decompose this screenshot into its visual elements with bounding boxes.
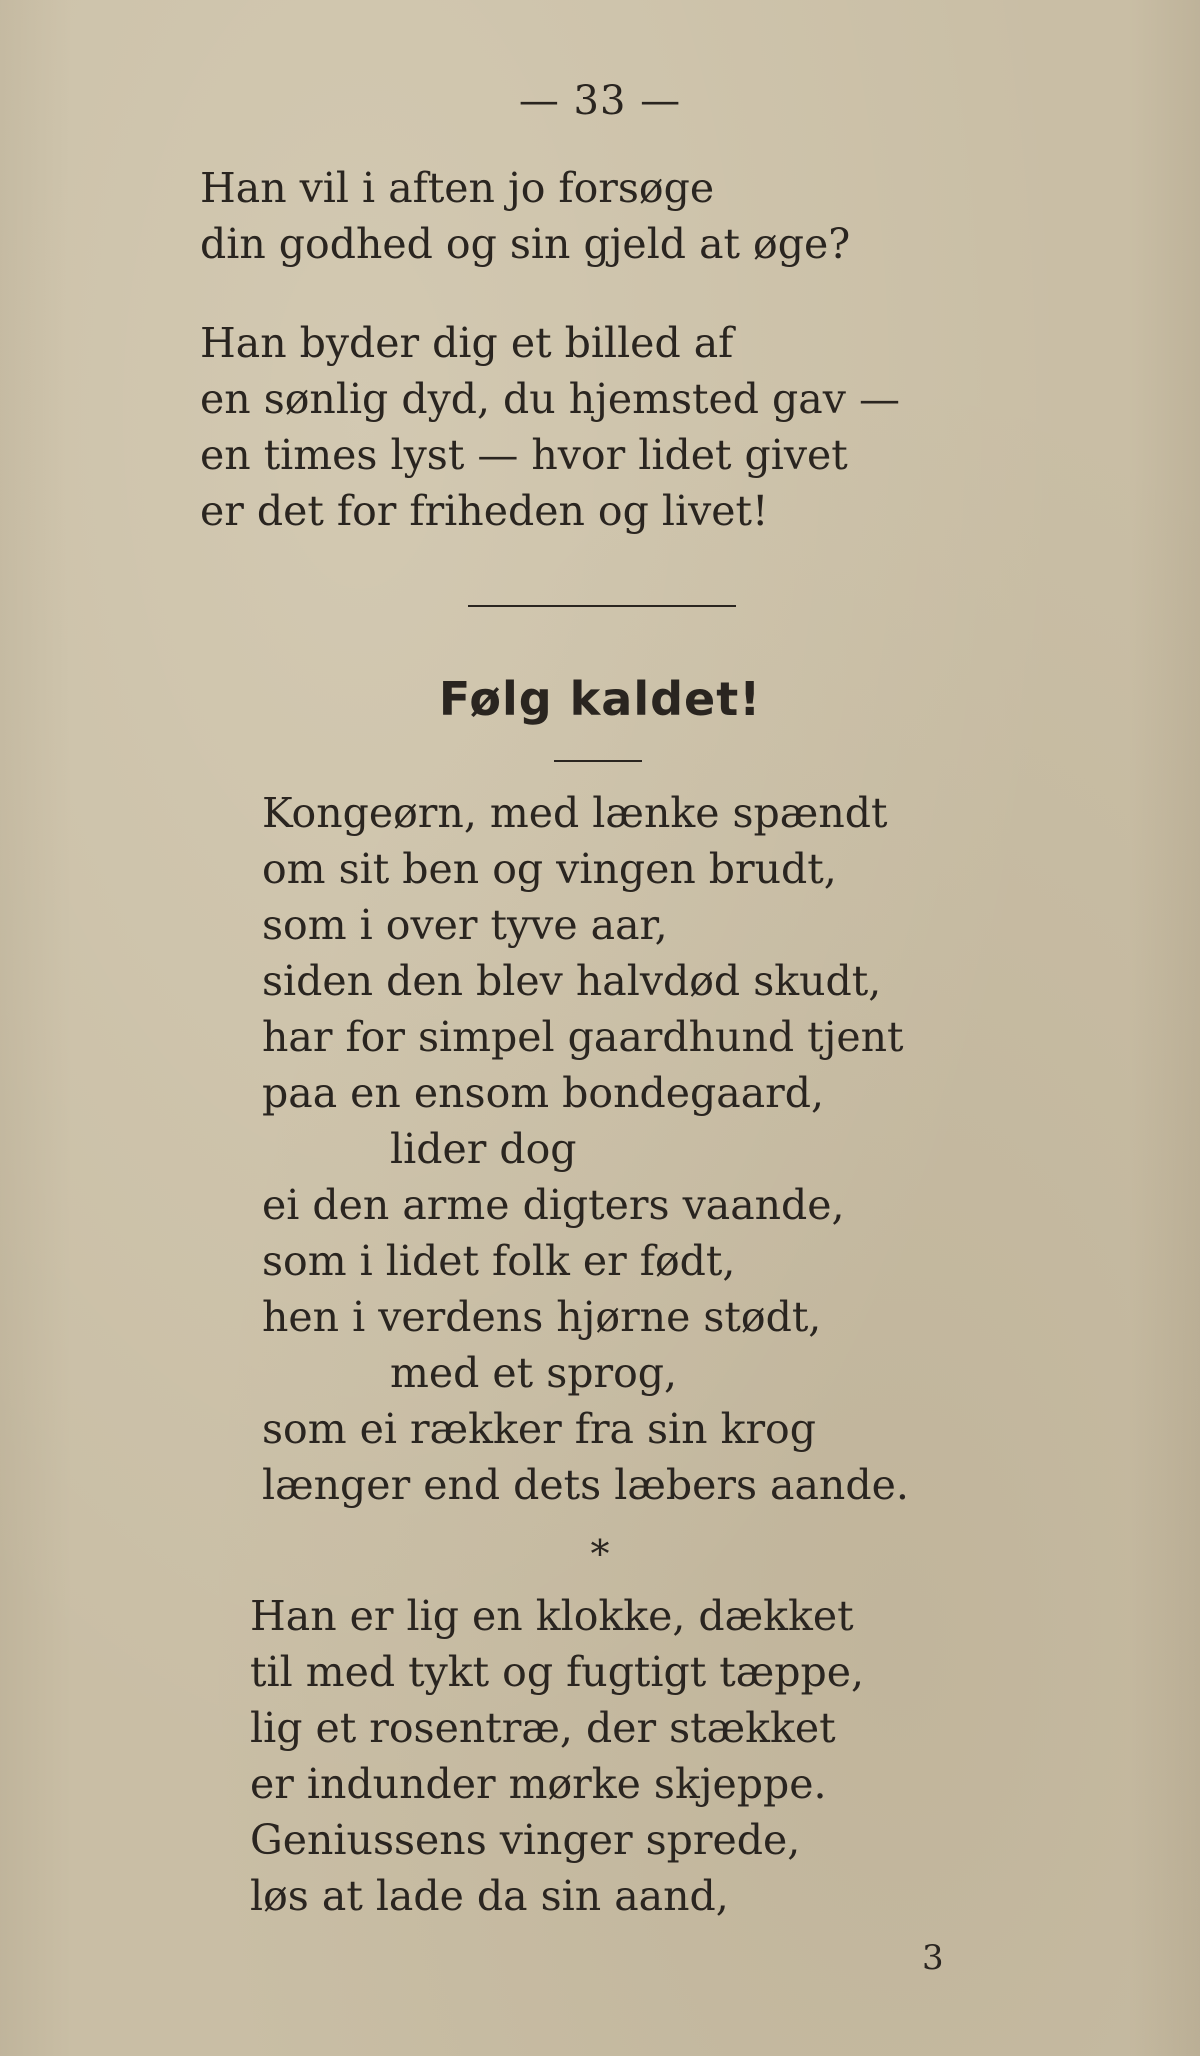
- printer-signature-mark: 3: [922, 1938, 944, 1978]
- verse-line: Kongeørn, med lænke spændt: [262, 789, 888, 837]
- stanza-separator-asterisk: *: [590, 1532, 610, 1576]
- verse-line: Han er lig en klokke, dækket: [250, 1592, 854, 1640]
- verse-line: en times lyst — hvor lidet givet: [200, 431, 848, 479]
- continuation-stanza-2: [200, 315, 900, 539]
- section-divider-rule: [468, 605, 736, 607]
- page-number: — 33 —: [518, 78, 682, 124]
- title-underline-rule: [554, 760, 642, 762]
- verse-line-indented: med et sprog,: [390, 1349, 678, 1397]
- verse-line: er indunder mørke skjeppe.: [250, 1760, 827, 1808]
- verse-line: løs at lade da sin aand,: [250, 1872, 729, 1920]
- verse-line: Han vil i aften jo forsøge: [200, 164, 715, 212]
- verse-line: som i lidet folk er født,: [262, 1237, 736, 1285]
- verse-line: lig et rosentræ, der stækket: [250, 1704, 836, 1752]
- verse-line: har for simpel gaardhund tjent: [262, 1013, 904, 1061]
- verse-line: din godhed og sin gjeld at øge?: [200, 220, 851, 268]
- poem-title: Følg kaldet!: [438, 672, 762, 726]
- poem-stanza-2: [250, 1588, 864, 1924]
- verse-line: paa en ensom bondegaard,: [262, 1069, 825, 1117]
- verse-line: som ei rækker fra sin krog: [262, 1405, 816, 1453]
- verse-line: en sønlig dyd, du hjemsted gav —: [200, 375, 900, 423]
- verse-line: længer end dets læbers aande.: [262, 1461, 909, 1509]
- continuation-stanza-1: [200, 160, 850, 272]
- verse-line: om sit ben og vingen brudt,: [262, 845, 837, 893]
- verse-line: Geniussens vinger sprede,: [250, 1816, 801, 1864]
- verse-line-indented: lider dog: [390, 1125, 577, 1173]
- verse-line: som i over tyve aar,: [262, 901, 668, 949]
- verse-line: Han byder dig et billed af: [200, 319, 734, 367]
- verse-line: siden den blev halvdød skudt,: [262, 957, 882, 1005]
- verse-line: hen i verdens hjørne stødt,: [262, 1293, 822, 1341]
- verse-line: er det for friheden og livet!: [200, 487, 769, 535]
- poem-stanza-1: [262, 785, 909, 1513]
- verse-line: til med tykt og fugtigt tæppe,: [250, 1648, 865, 1696]
- verse-line: ei den arme digters vaande,: [262, 1181, 845, 1229]
